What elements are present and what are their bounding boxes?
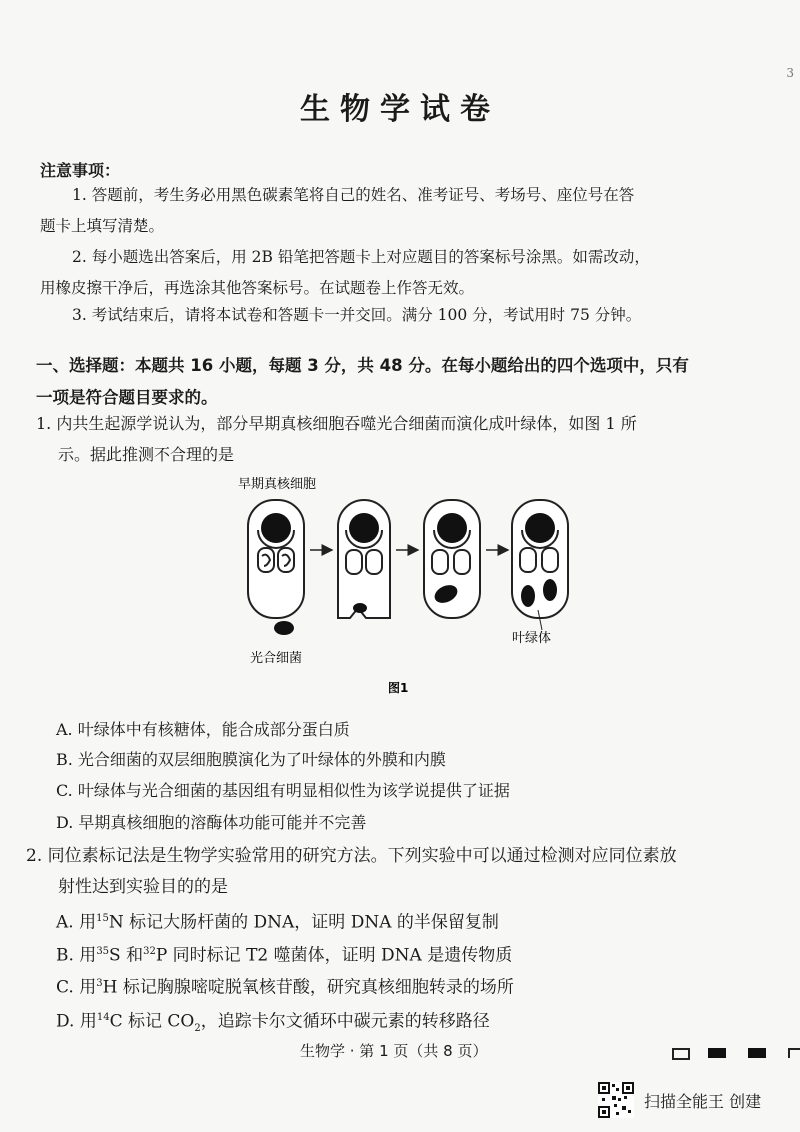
opt-b-text: P 同时标记 T2 噬菌体，证明 DNA 是遗传物质	[155, 945, 513, 966]
page-title: 生物学试卷	[300, 92, 500, 127]
opt-d-sub: 2	[194, 1023, 201, 1035]
alignment-mark-3	[748, 1048, 766, 1058]
opt-d-prefix: D. 用	[56, 1011, 97, 1032]
q1-option-a: A. 叶绿体中有核糖体，能合成部分蛋白质	[56, 720, 350, 739]
notice-line-4: 用橡皮擦干净后，再选涂其他答案标号。在试题卷上作答无效。	[40, 279, 475, 297]
question-1-line-1: 1. 内共生起源学说认为，部分早期真核细胞吞噬光合细菌而演化成叶绿体，如图 1 所	[36, 414, 637, 433]
opt-b-sup-1: 35	[96, 946, 110, 957]
alignment-mark-4	[788, 1048, 800, 1058]
opt-a-prefix: A. 用	[56, 912, 97, 933]
notice-heading: 注意事项：	[40, 161, 121, 180]
section-line-1: 一、选择题：本题共 16 小题，每题 3 分，共 48 分。在每小题给出的四个选项中，只有	[36, 356, 689, 375]
opt-b-sup-2: 32	[143, 946, 156, 957]
cell-stage-2	[338, 500, 390, 618]
cell-stage-1	[248, 500, 304, 635]
question-1-line-2: 示。据此推测不合理的是	[58, 445, 235, 464]
q1-option-b: B. 光合细菌的双层细胞膜演化为了叶绿体的外膜和内膜	[56, 750, 446, 769]
q1-option-d: D. 早期真核细胞的溶酶体功能可能并不完善	[56, 813, 367, 832]
endosymbiosis-diagram	[220, 470, 580, 700]
cell-stage-4	[512, 500, 568, 630]
opt-d-mid: C 标记 CO	[109, 1011, 195, 1032]
opt-d-sup: 14	[96, 1012, 110, 1023]
q2-option-b	[56, 937, 512, 971]
q2-option-d	[56, 1003, 490, 1044]
opt-a-sup: 15	[96, 913, 109, 924]
section-line-2: 一项是符合题目要求的。	[36, 388, 218, 407]
question-2	[26, 841, 754, 903]
question-1	[36, 408, 764, 470]
alignment-mark-2	[708, 1048, 726, 1058]
qr-code-icon	[598, 1082, 634, 1118]
label-chloroplast: 叶绿体	[512, 631, 552, 646]
opt-c-prefix: C. 用	[56, 977, 97, 998]
bacterium-shape	[274, 621, 294, 635]
question-2-line-2: 射性达到实验目的的是	[58, 877, 228, 897]
label-early-cell: 早期真核细胞	[238, 477, 317, 492]
scanner-watermark	[598, 1082, 761, 1118]
notice-line-3: 2. 每小题选出答案后，用 2B 铅笔把答题卡上对应题目的答案标号涂黑。如需改动，	[72, 248, 650, 266]
figure-1	[220, 470, 580, 700]
q2-option-c	[56, 969, 514, 1003]
question-2-line-1: 2. 同位素标记法是生物学实验常用的研究方法。下列实验中可以通过检测对应同位素放	[26, 846, 677, 866]
page-footer: 生物学 · 第 1 页（共 8 页）	[300, 1042, 488, 1060]
scanner-label: 扫描全能王 创建	[644, 1091, 762, 1111]
notice-line-1: 1. 答题前，考生务必用黑色碳素笔将自己的姓名、准考证号、考场号、座位号在答	[72, 186, 635, 204]
opt-b-prefix: B. 用	[56, 945, 97, 966]
notice-line-5: 3. 考试结束后，请将本试卷和答题卡一并交回。满分 100 分，考试用时 75 分钟。	[72, 306, 642, 324]
q2-option-a	[56, 904, 499, 938]
opt-c-text: H 标记胸腺嘧啶脱氧核苷酸，研究真核细胞转录的场所	[102, 977, 514, 998]
corner-mark: 3	[786, 66, 794, 80]
label-bacteria: 光合细菌	[250, 651, 303, 666]
opt-d-text: ，追踪卡尔文循环中碳元素的转移路径	[200, 1011, 490, 1032]
opt-a-text: N 标记大肠杆菌的 DNA，证明 DNA 的半保留复制	[108, 912, 499, 933]
section-heading	[36, 350, 764, 414]
opt-c-sup: 3	[96, 978, 103, 989]
q1-option-c: C. 叶绿体与光合细菌的基因组有明显相似性为该学说提供了证据	[56, 781, 510, 800]
figure-caption: 图1	[388, 681, 409, 695]
opt-b-mid: S 和	[109, 945, 144, 966]
alignment-mark-1	[672, 1048, 690, 1060]
cell-stage-3	[424, 500, 480, 618]
notice-line-2: 题卡上填写清楚。	[40, 217, 165, 235]
